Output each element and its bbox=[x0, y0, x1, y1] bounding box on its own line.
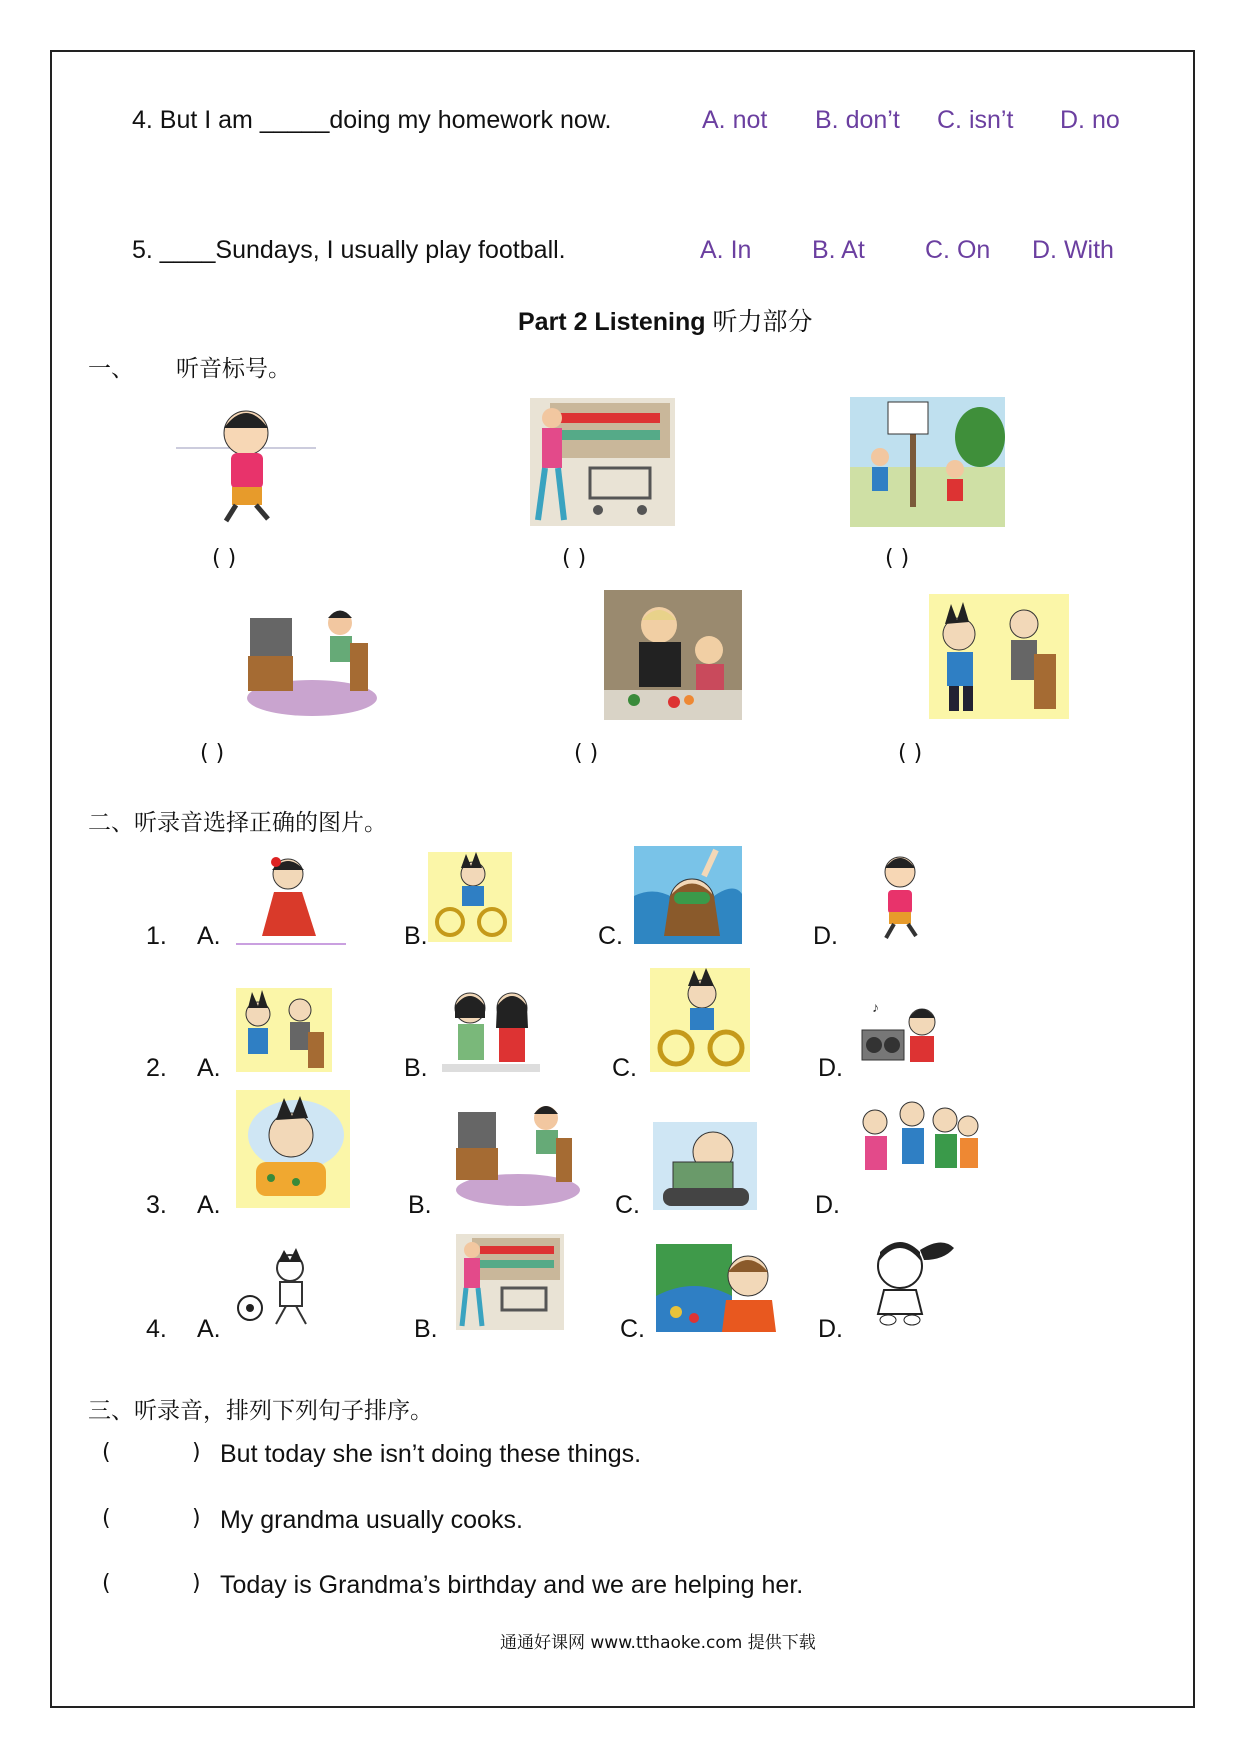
part2-title-en: Part 2 Listening bbox=[518, 308, 706, 336]
sec2-row-1-number: 1. bbox=[146, 922, 167, 950]
sec2-row-4-letter-d[interactable]: D. bbox=[818, 1315, 843, 1343]
dancing-girl-image bbox=[236, 852, 346, 946]
sec2-row-3-number: 3. bbox=[146, 1191, 167, 1219]
sec2-row-1-letter-d[interactable]: D. bbox=[813, 922, 838, 950]
sec3-title: 三、听录音，排列下列句子排序。 bbox=[88, 1398, 433, 1424]
sec2-row-4-letter-b[interactable]: B. bbox=[414, 1315, 438, 1343]
sec1-number: 一、 bbox=[88, 356, 134, 382]
question-4-option-d[interactable]: D. no bbox=[1060, 106, 1120, 134]
sec2-row-4-letter-c[interactable]: C. bbox=[620, 1315, 645, 1343]
sec2-title: 二、听录音选择正确的图片。 bbox=[88, 810, 387, 836]
part2-title bbox=[518, 302, 813, 338]
sec2-row-1-letter-a[interactable]: A. bbox=[197, 922, 221, 950]
sec1-answer-paren-5[interactable]: ( ) bbox=[574, 741, 599, 766]
sec3-paren-close-1[interactable]: ) bbox=[192, 1440, 201, 1465]
sec3-sentence-2: My grandma usually cooks. bbox=[220, 1506, 523, 1534]
drawing-painting-image bbox=[656, 1236, 776, 1332]
boy-and-grandpa-small-image bbox=[236, 988, 332, 1072]
question-4-option-c[interactable]: C. isn’t bbox=[937, 106, 1014, 134]
girl-line-drawing-image bbox=[858, 1230, 962, 1328]
question-5-option-c[interactable]: C. On bbox=[925, 236, 991, 264]
boy-playing-football-image bbox=[234, 1248, 328, 1328]
running-girl-image bbox=[176, 393, 316, 525]
sec2-row-3-letter-d[interactable]: D. bbox=[815, 1191, 840, 1219]
svg-text:♪: ♪ bbox=[872, 999, 879, 1015]
running-girl-small-image bbox=[852, 848, 950, 940]
sec2-row-3-letter-a[interactable]: A. bbox=[197, 1191, 221, 1219]
question-4-option-a[interactable]: A. not bbox=[702, 106, 768, 134]
question-5-option-a[interactable]: A. In bbox=[700, 236, 752, 264]
sec3-paren-close-2[interactable]: ) bbox=[192, 1506, 201, 1531]
sec1-answer-paren-2[interactable]: ( ) bbox=[562, 546, 587, 571]
sec2-row-3-letter-b[interactable]: B. bbox=[408, 1191, 432, 1219]
boy-cycling-large-image bbox=[650, 968, 750, 1072]
boy-and-grandpa-image bbox=[929, 594, 1069, 719]
sec1-answer-paren-4[interactable]: ( ) bbox=[200, 741, 225, 766]
boy-reading-image bbox=[653, 1122, 757, 1210]
sec3-paren-open-1[interactable]: ( bbox=[102, 1440, 111, 1465]
children-group-image bbox=[850, 1096, 980, 1210]
question-5-stem: 5. ____Sundays, I usually play football. bbox=[132, 236, 566, 264]
sec3-sentence-1: But today she isn’t doing these things. bbox=[220, 1440, 642, 1468]
sec3-sentence-3: Today is Grandma’s birthday and we are helping her. bbox=[220, 1571, 804, 1599]
sec2-row-1-letter-c[interactable]: C. bbox=[598, 922, 623, 950]
question-4-stem: 4. But I am _____doing my homework now. bbox=[132, 106, 612, 134]
sec1-answer-paren-1[interactable]: ( ) bbox=[212, 546, 237, 571]
sec2-row-2-number: 2. bbox=[146, 1054, 167, 1082]
sec2-row-2-letter-a[interactable]: A. bbox=[197, 1054, 221, 1082]
footer-text: 通通好课网 www.tthaoke.com 提供下载 bbox=[500, 1633, 816, 1653]
question-5-option-b[interactable]: B. At bbox=[812, 236, 865, 264]
sec3-paren-open-2[interactable]: ( bbox=[102, 1506, 111, 1531]
sec2-row-2-letter-b[interactable]: B. bbox=[404, 1054, 428, 1082]
sleeping-boy-image bbox=[236, 1090, 350, 1208]
supermarket-small-image bbox=[456, 1234, 564, 1330]
supermarket-image bbox=[530, 398, 675, 526]
question-5-option-d[interactable]: D. With bbox=[1032, 236, 1114, 264]
sec1-answer-paren-6[interactable]: ( ) bbox=[898, 741, 923, 766]
boy-cycling-image bbox=[428, 852, 512, 942]
part2-title-cn: 听力部分 bbox=[712, 307, 813, 336]
sec2-row-3-letter-c[interactable]: C. bbox=[615, 1191, 640, 1219]
swimming-girl-image bbox=[634, 846, 742, 944]
two-girls-talking-image bbox=[442, 978, 540, 1072]
boy-watching-tv-small-image bbox=[448, 1096, 588, 1210]
sec3-paren-open-3[interactable]: ( bbox=[102, 1571, 111, 1596]
sec2-row-4-letter-a[interactable]: A. bbox=[197, 1315, 221, 1343]
sec2-row-1-letter-b[interactable]: B. bbox=[404, 922, 428, 950]
boy-watching-tv-image bbox=[240, 598, 385, 721]
sec1-answer-paren-3[interactable]: ( ) bbox=[885, 546, 910, 571]
basketball-kids-image bbox=[850, 397, 1005, 527]
sec1-title: 听音标号。 bbox=[176, 356, 291, 382]
girl-listening-radio-image bbox=[860, 992, 942, 1070]
sec2-row-2-letter-d[interactable]: D. bbox=[818, 1054, 843, 1082]
sec2-row-2-letter-c[interactable]: C. bbox=[612, 1054, 637, 1082]
question-4-option-b[interactable]: B. don’t bbox=[815, 106, 900, 134]
cooking-photo-image bbox=[604, 590, 742, 720]
sec2-row-4-number: 4. bbox=[146, 1315, 167, 1343]
sec3-paren-close-3[interactable]: ) bbox=[192, 1571, 201, 1596]
